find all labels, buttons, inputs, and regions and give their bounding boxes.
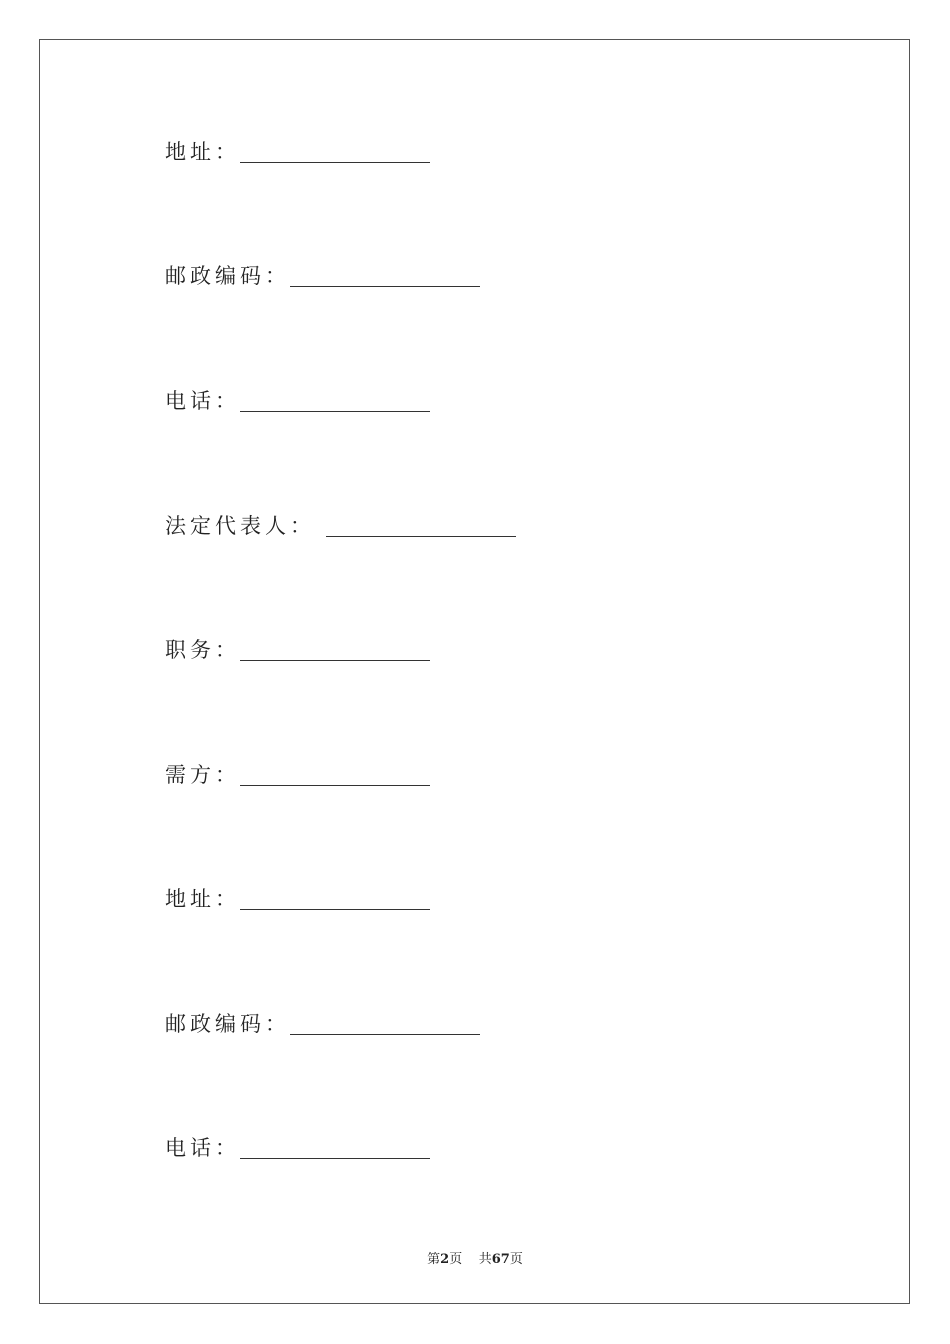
position-field — [165, 632, 430, 662]
total-suffix: 页 — [509, 1252, 523, 1267]
field-label: 法定代表人： — [165, 514, 326, 538]
fill-in-blank — [240, 784, 430, 786]
field-label: 电话： — [165, 1136, 240, 1160]
field-label: 电话： — [165, 389, 240, 413]
address-field — [165, 134, 430, 164]
legal-representative-field — [165, 508, 516, 538]
phone-field — [165, 383, 430, 413]
field-label: 职务： — [165, 638, 240, 662]
postal-code-field — [165, 258, 480, 288]
page-border — [39, 39, 910, 1304]
field-label: 需方： — [165, 763, 240, 787]
page-footer — [0, 1248, 950, 1267]
field-label: 邮政编码： — [165, 264, 290, 288]
fill-in-blank — [240, 161, 430, 163]
page-prefix: 第 — [427, 1252, 441, 1267]
field-label: 邮政编码： — [165, 1012, 290, 1036]
page-suffix: 页 — [449, 1252, 463, 1267]
fill-in-blank — [290, 1033, 480, 1035]
fill-in-blank — [240, 410, 430, 412]
fill-in-blank — [240, 908, 430, 910]
field-label: 地址： — [165, 140, 240, 164]
total-pages: 67 — [491, 1252, 510, 1267]
buyer-phone-field — [165, 1130, 430, 1160]
fill-in-blank — [290, 285, 480, 287]
page-number: 2 — [440, 1252, 450, 1267]
total-prefix: 共 — [478, 1252, 492, 1267]
buyer-postal-code-field — [165, 1006, 480, 1036]
fill-in-blank — [326, 535, 516, 537]
buyer-field — [165, 757, 430, 787]
buyer-address-field — [165, 881, 430, 911]
fill-in-blank — [240, 1157, 430, 1159]
fill-in-blank — [240, 659, 430, 661]
field-label: 地址： — [165, 887, 240, 911]
